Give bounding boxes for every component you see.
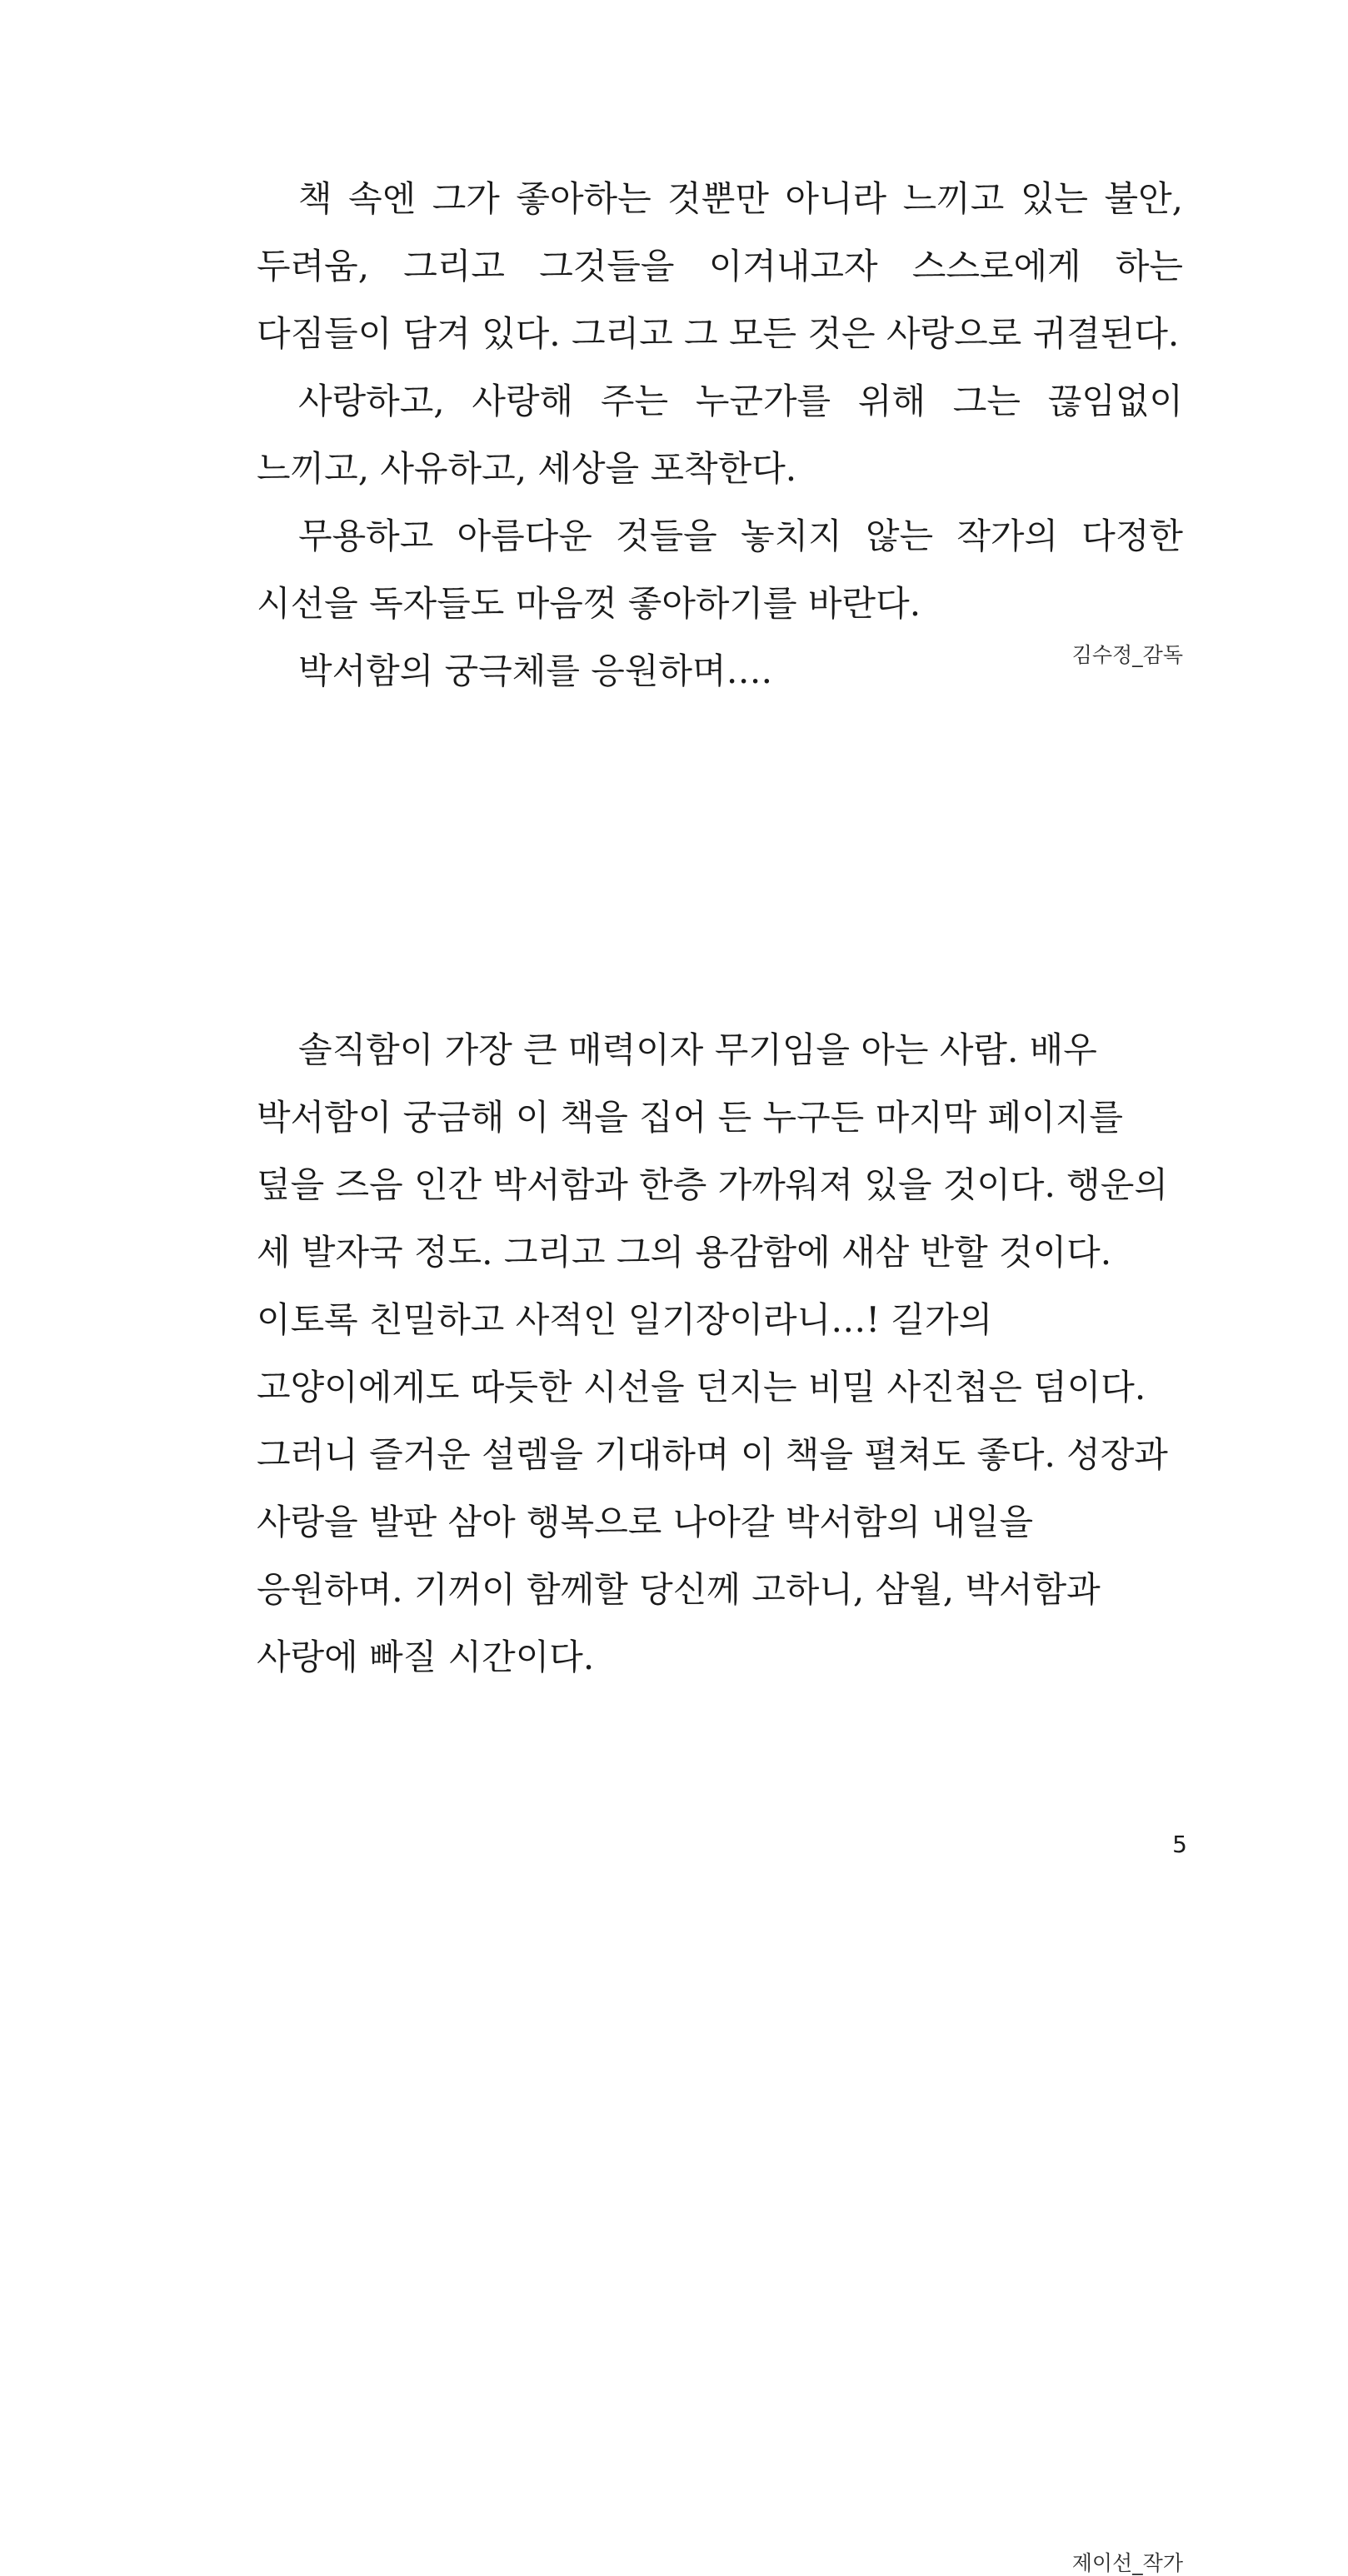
paragraph: 무용하고 아름다운 것들을 놓치지 않는 작가의 다정한 시선을 독자들도 마음껏 좋아하기를 바란다. xyxy=(257,516,1183,624)
endorsement-1 xyxy=(257,165,1183,705)
endorsement-2 xyxy=(257,1016,1183,2575)
paragraph: 사랑하고, 사랑해 주는 누군가를 위해 그는 끊임없이 느끼고, 사유하고, 세상을 포착한다. xyxy=(257,381,1183,489)
paragraph: 책 속엔 그가 좋아하는 것뿐만 아니라 느끼고 있는 불안, 두려움, 그리고 그것들을 이겨내고자 스스로에게 하는 다짐들이 담겨 있다. 그리고 그 모든 것은 사랑으로 귀결된다. xyxy=(257,178,1183,354)
signature: 제이선_작가 xyxy=(1071,2551,1183,2575)
page-number: 5 xyxy=(1172,1831,1187,1858)
paragraph: 박서함의 궁극체를 응원하며…. xyxy=(298,650,772,691)
paragraph: 솔직함이 가장 큰 매력이자 무기임을 아는 사람. 배우 박서함이 궁금해 이 책을 집어 든 누구든 마지막 페이지를 덮을 즈음 인간 박서함과 한층 가까워져 있을 것이다. 행운의 세 발자국 정도. 그리고 그의 용감함에 새삼 반할 것이다. 이토록 친밀하고 사적인 일기장이라니…! 길가의 고양이에게도 따듯한 시선을 던지는 비밀 사진첩은 덤이다. 그러니 즐거운 설렘을 기대하며 이 책을 펼쳐도 좋다. 성장과 사랑을 발판 삼아 행복으로 나아갈 박서함의 내일을 응원하며. 기꺼이 함께할 당신께 고하니, 삼월, 박서함과 사랑에 빠질 시간이다. xyxy=(257,1029,1168,1677)
signature: 김수정_감독 xyxy=(1071,643,1183,667)
